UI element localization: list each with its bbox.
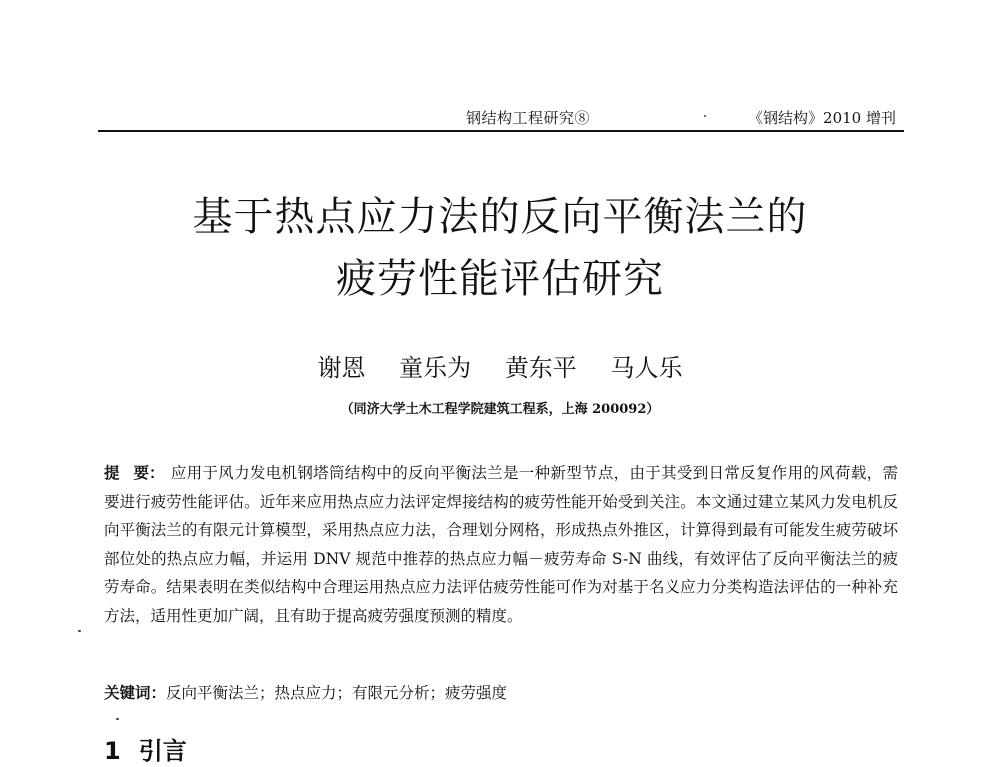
affiliation: （同济大学土木工程学院建筑工程系，上海 200092） xyxy=(340,402,660,417)
author-name: 马人乐 xyxy=(610,354,683,382)
abstract xyxy=(104,459,898,630)
section-number: 1 xyxy=(104,737,121,765)
section-heading xyxy=(104,735,404,767)
author-list xyxy=(100,352,900,384)
title-line-1: 基于热点应力法的反向平衡法兰的 xyxy=(192,194,808,240)
header-rule xyxy=(98,130,904,132)
author-name: 谢恩 xyxy=(317,354,366,382)
journal-label: 《钢结构》2010 增刊 xyxy=(748,109,896,127)
scan-speck xyxy=(704,115,706,117)
section-title: 引言 xyxy=(138,737,187,765)
author-name: 黄东平 xyxy=(504,354,577,382)
keywords xyxy=(104,680,898,706)
abstract-label-char: 提 xyxy=(104,464,120,482)
scan-speck xyxy=(116,718,119,720)
author-name: 童乐为 xyxy=(399,354,472,382)
abstract-label xyxy=(104,464,165,482)
keywords-label: 关键词： xyxy=(104,684,167,702)
scan-speck xyxy=(78,630,81,632)
title-line-2: 疲劳性能评估研究 xyxy=(336,256,664,302)
keywords-text: 反向平衡法兰；热点应力；有限元分析；疲劳强度 xyxy=(166,684,508,702)
abstract-label-char: 要： xyxy=(133,464,165,482)
series-label: 钢结构工程研究⑧ xyxy=(466,109,591,127)
abstract-text: 应用于风力发电机钢塔筒结构中的反向平衡法兰是一种新型节点，由于其受到日常反复作用的风荷载，需要进行疲劳性能评估。近年来应用热点应力法评定焊接结构的疲劳性能开始受到关注。本文通过建立某风力发电机反向平衡法兰的有限元计算模型，采用热点应力法，合理划分网格，形成热点外推区，计算得到最有可能发生疲劳破坏部位处的热点应力幅，并运用 DNV 规范中推荐的热点应力幅－疲劳寿命 S-N 曲线，有效评估了反向平衡法兰的疲劳寿命。结果表明在类似结构中合理运用热点应力法评估疲劳性能可作为对基于名义应力分类构造法评估的一种补充方法，适用性更加广阔，且有助于提高疲劳强度预测的精度。 xyxy=(104,464,898,625)
running-header xyxy=(98,106,904,130)
